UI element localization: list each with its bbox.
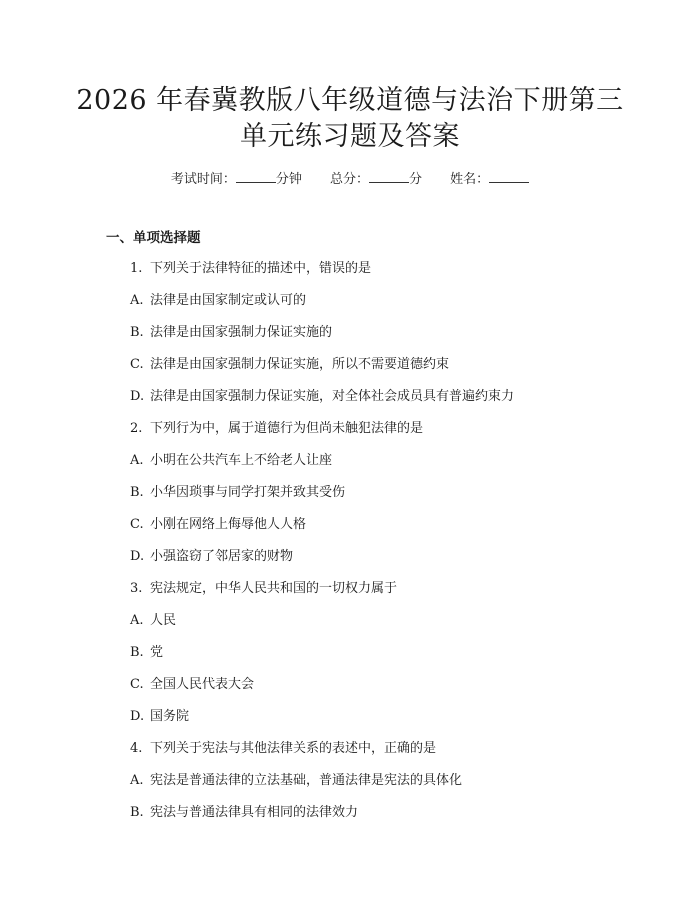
option-label: C. — [130, 517, 144, 532]
time-field — [171, 172, 302, 187]
question-number: 2. — [130, 421, 143, 436]
option — [130, 292, 306, 310]
score-blank — [369, 169, 409, 183]
option-text: 小明在公共汽车上不给老人让座 — [150, 453, 333, 468]
option — [130, 804, 358, 822]
option — [130, 612, 176, 630]
option-text: 法律是由国家强制力保证实施的 — [150, 325, 333, 340]
section-heading: 一、单项选择题 — [106, 230, 201, 246]
question-text: 下列行为中，属于道德行为但尚未触犯法律的是 — [150, 421, 424, 436]
option-label: D. — [130, 709, 145, 724]
option — [130, 676, 254, 694]
option — [130, 452, 332, 470]
option-label: B. — [130, 325, 144, 340]
option-label: C. — [130, 357, 144, 372]
option — [130, 324, 332, 342]
option-label: B. — [130, 485, 144, 500]
option — [130, 516, 306, 534]
option — [130, 644, 163, 662]
option-label: C. — [130, 677, 144, 692]
option — [130, 388, 514, 406]
question-stem — [130, 420, 423, 438]
score-field — [330, 172, 422, 187]
option-label: A. — [130, 613, 144, 628]
time-blank — [236, 169, 276, 183]
page-title-line-1: 2026 年春冀教版八年级道德与法治下册第三 — [76, 85, 624, 116]
question-number: 3. — [130, 581, 143, 596]
option-label: A. — [130, 293, 144, 308]
option-text: 法律是由国家制定或认可的 — [150, 293, 307, 308]
option — [130, 708, 189, 726]
name-blank — [489, 169, 529, 183]
option-text: 小刚在网络上侮辱他人人格 — [150, 517, 307, 532]
option-label: A. — [130, 453, 144, 468]
name-label: 姓名： — [450, 172, 490, 187]
option — [130, 772, 462, 790]
option — [130, 484, 345, 502]
option-label: D. — [130, 389, 145, 404]
question-stem — [130, 740, 436, 758]
name-field — [450, 172, 529, 187]
time-label: 考试时间： — [170, 172, 236, 187]
option-label: B. — [130, 645, 144, 660]
option-label: A. — [130, 773, 144, 788]
option-text: 国务院 — [150, 709, 190, 724]
time-unit: 分钟 — [275, 172, 302, 187]
option-text: 人民 — [150, 613, 177, 628]
question-stem — [130, 260, 371, 278]
option — [130, 356, 449, 374]
option-label: D. — [130, 549, 145, 564]
option-text: 宪法是普通法律的立法基础，普通法律是宪法的具体化 — [150, 773, 463, 788]
option-text: 法律是由国家强制力保证实施，对全体社会成员具有普遍约束力 — [150, 389, 515, 404]
option-text: 法律是由国家强制力保证实施，所以不需要道德约束 — [150, 357, 450, 372]
question-number: 1. — [130, 261, 143, 276]
option-text: 党 — [150, 645, 164, 660]
page-title-line-2: 单元练习题及答案 — [240, 121, 460, 152]
question-number: 4. — [130, 741, 143, 756]
option-text: 小强盗窃了邻居家的财物 — [150, 549, 294, 564]
score-label: 总分： — [329, 172, 369, 187]
exam-meta — [0, 169, 700, 189]
question-stem — [130, 580, 397, 598]
option — [130, 548, 293, 566]
option-label: B. — [130, 805, 144, 820]
option-text: 全国人民代表大会 — [150, 677, 255, 692]
question-text: 宪法规定，中华人民共和国的一切权力属于 — [150, 581, 398, 596]
question-text: 下列关于宪法与其他法律关系的表述中，正确的是 — [150, 741, 437, 756]
option-text: 小华因琐事与同学打架并致其受伤 — [150, 485, 346, 500]
question-text: 下列关于法律特征的描述中，错误的是 — [150, 261, 372, 276]
option-text: 宪法与普通法律具有相同的法律效力 — [150, 805, 359, 820]
score-unit: 分 — [409, 172, 423, 187]
